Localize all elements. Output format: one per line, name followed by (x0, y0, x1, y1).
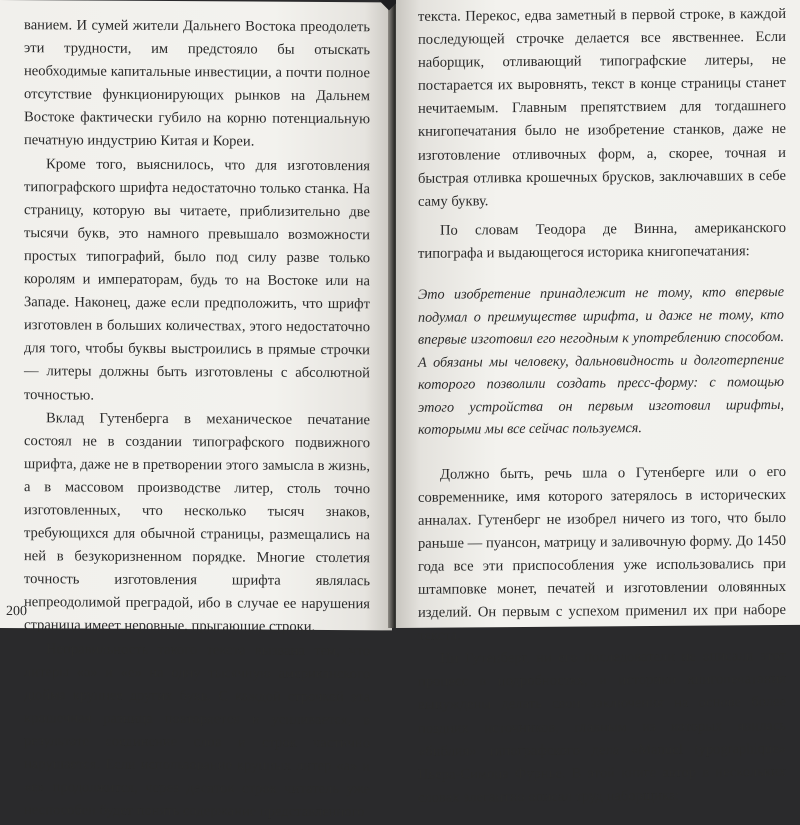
block-quote: Это изобретение принадлежит не тому, кто впервые подумал о преимуществе шрифта, и даже не тому, кто впервые изготовил его негодным к употреблению способом. А обязаны мы человеку, дальновидность и долготерпение которого позволили создать пресс-форму: с помощью этого устройства он первым изготовил шрифты, которыми мы все сейчас пользуемся. (418, 283, 784, 438)
left-paragraph-1: ванием. И сумей жители Дальнего Востока преодолеть эти трудности, им предстояло бы отыскать необходимые капитальные инвестиции, а почти полное отсутствие функционирующих рынков на Дальнем Востоке фактически губило на корню потенциальную печатную индустрию Китая и Кореи. (24, 17, 370, 151)
page-number: 200 (6, 604, 27, 620)
left-paragraph-4: Неправильность такого текста вызвана тем, что литеры «а» и «е» на одну тысячную американского дюйма крупнее других букв. С каждой строчкой эта крошечная разница повторяется и усиливается, в результате соединение слов и строк частично нарушается. Если использование крупных литер «а» и «е» продолжится, через десяток строк читатель уже неспособен будет понять содержание представленного (24, 640, 370, 821)
right-paragraph-3: Должно быть, речь шла о Гутенберге или о его современнике, имя которого затерялось в исторических анналах. Гутенберг не изобрел ничего из того, что было раньше — пуансон, матрицу и заливочную форму. До 1450 года все эти приспособления уже использовались при штамповке монет, печатей и изготовлении оловянных изделий. Он первым с успехом применил их при наборе текста. (418, 463, 786, 645)
right-paragraph-4: Ни Гутенберг, ни его последователи не описали этот процесс в подробностях, и историки книгопечатания вынуждены делать свои заключения на основе более поздних источников, главным из которых явилась «библия» типографского дела «Manuel typographique» Пьера-Симона Фурнье. В этой книге автор в нескольких словах элегантно описал труд наборщика: (418, 648, 786, 806)
right-paragraph-1: текста. Перекос, едва заметный в первой строке, в каждой последующей строчке делается все явственнее. Если наборщик, отливающий типографские литеры, не постарается их выровнять, текст в конце страницы станет нечитаемым. Главным препятствием для тогдашнего книгопечатания было не изобретение станков, даже не изготовление отливочных форм, а, скорее, точная и быстрая отливка крошечных брусков, заключавших в себе саму букву. (418, 5, 786, 210)
left-paragraph-3: Вклад Гутенберга в механическое печатание состоял не в создании типографского подвижного шрифта, даже не в претворении этого замысла в жизнь, а в массовом производстве литер, столь точно изготовленных, что несколько тысяч знаков, требующихся для обычной страницы, размещались на ней в безукоризненном порядке. Многие столетия точность изготовления шрифта являлась непреодолимой преградой, ибо в случае ее нарушения страница имеет неровные, прыгающие строки. (24, 409, 370, 636)
right-book-page (396, 0, 800, 806)
left-paragraph-2: Кроме того, выяснилось, что для изготовления типографского шрифта недостаточно только станка. На страницу, которую вы читаете, приблизительно две тысячи букв, это намного превышало возможности простых типографий, было под силу разве только королям и императорам, будь то на Востоке или на Западе. Наконец, даже если предположить, что шрифт изготовлен в больших количествах, этого недостаточно для того, чтобы буквы выстроились в прямые строчки — литеры должны быть изготовлены с абсолютной точностью. (24, 155, 370, 404)
left-book-page (0, 0, 392, 821)
right-paragraph-2: По словам Теодора де Винна, американского типографа и выдающегося историка книгопечатания: (418, 219, 786, 262)
